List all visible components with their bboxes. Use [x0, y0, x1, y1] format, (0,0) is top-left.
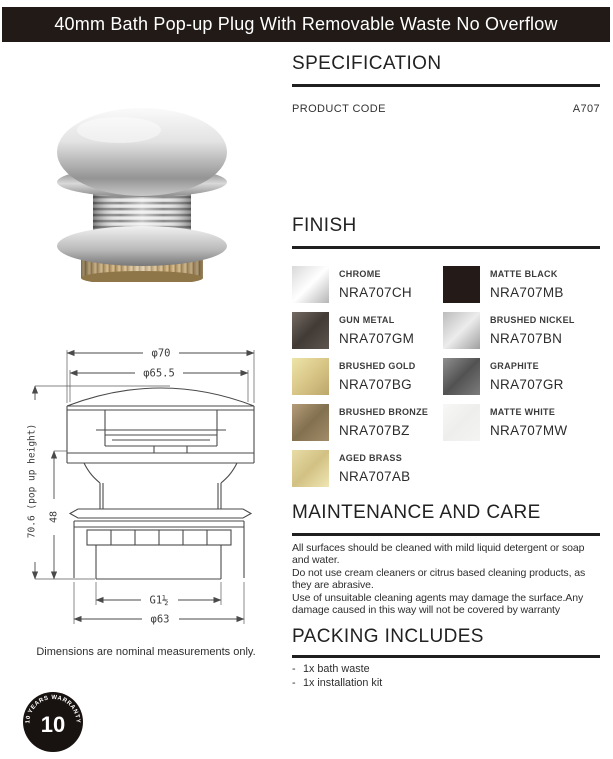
- finish-name: CHROME: [339, 269, 381, 279]
- technical-drawing: [24, 342, 276, 642]
- finish-item: [292, 450, 443, 487]
- page-title: 40mm Bath Pop-up Plug With Removable Waste No Overflow: [54, 14, 558, 34]
- finish-code: NRA707CH: [339, 285, 412, 300]
- finish-swatch: [443, 312, 480, 349]
- finish-item: [443, 312, 594, 349]
- dim-cap-diameter: φ65.5: [143, 367, 175, 380]
- finish-swatch: [443, 358, 480, 395]
- finish-code: NRA707MB: [490, 285, 564, 300]
- packing-item: [292, 676, 600, 690]
- product-photo-svg: [55, 100, 229, 282]
- maintenance-line: Do not use cream cleaners or citrus based cleaning products, as they are abrasive.: [292, 566, 586, 592]
- dash-bullet: -: [292, 677, 296, 689]
- finish-grid: [292, 266, 600, 487]
- spec-heading: SPECIFICATION: [292, 53, 442, 74]
- finish-heading: FINISH: [292, 215, 357, 236]
- dim-body-height: 48: [48, 510, 60, 524]
- finish-item: [443, 404, 594, 441]
- finish-item: [292, 358, 443, 395]
- finish-swatch: [292, 450, 329, 487]
- maintenance-line: Use of unsuitable cleaning agents may damage the surface.Any damage caused in this way will not be covered by warranty: [292, 591, 584, 616]
- maintenance-heading: MAINTENANCE AND CARE: [292, 502, 541, 523]
- finish-name: MATTE BLACK: [490, 269, 558, 279]
- dash-bullet: -: [292, 663, 296, 675]
- finish-code: NRA707GM: [339, 331, 415, 346]
- maintenance-text: [292, 542, 600, 616]
- dim-thread: G1½: [149, 594, 169, 607]
- finish-code: NRA707GR: [490, 377, 564, 392]
- technical-drawing-svg: [24, 342, 276, 642]
- finish-swatch: [443, 266, 480, 303]
- dimension-note: Dimensions are nominal measurements only.: [36, 646, 256, 658]
- packing-item-text: 1x installation kit: [303, 677, 383, 689]
- finish-name: MATTE WHITE: [490, 407, 556, 417]
- finish-rule: [292, 246, 600, 249]
- packing-heading: PACKING INCLUDES: [292, 626, 484, 647]
- finish-code: NRA707BZ: [339, 423, 410, 438]
- finish-name: GRAPHITE: [490, 361, 539, 371]
- finish-swatch: [292, 358, 329, 395]
- finish-code: NRA707BG: [339, 377, 412, 392]
- packing-rule: [292, 655, 600, 658]
- title-bar: [2, 7, 610, 42]
- finish-item: [443, 266, 594, 303]
- finish-item: [292, 404, 443, 441]
- finish-swatch: [292, 312, 329, 349]
- plug-illustration: [57, 108, 227, 282]
- product-code-value: A707: [572, 103, 600, 115]
- dim-popup-height: 70.6 (pop up height): [26, 423, 38, 539]
- warranty-years: 10: [40, 712, 66, 737]
- dim-top-diameter: φ70: [151, 347, 171, 360]
- finish-swatch: [292, 266, 329, 303]
- finish-code: NRA707AB: [339, 469, 411, 484]
- finish-name: GUN METAL: [339, 315, 395, 325]
- product-code-row: [292, 103, 600, 115]
- packing-item-text: 1x bath waste: [303, 663, 370, 675]
- finish-item: [292, 266, 443, 303]
- finish-swatch: [292, 404, 329, 441]
- plug-outline: [67, 388, 254, 579]
- spec-rule: [292, 84, 600, 87]
- dim-base-diameter: φ63: [150, 613, 170, 626]
- finish-swatch: [443, 404, 480, 441]
- product-code-label: PRODUCT CODE: [292, 103, 386, 115]
- finish-code: NRA707BN: [490, 331, 563, 346]
- maintenance-rule: [292, 533, 600, 536]
- finish-code: NRA707MW: [490, 423, 568, 438]
- finish-item: [292, 312, 443, 349]
- finish-item: [443, 358, 594, 395]
- finish-name: AGED BRASS: [339, 453, 403, 463]
- warranty-badge-svg: [22, 691, 84, 753]
- finish-name: BRUSHED NICKEL: [490, 315, 575, 325]
- warranty-arc-text: 10 YEARS WARRANTY: [25, 694, 81, 724]
- finish-name: BRUSHED BRONZE: [339, 407, 429, 417]
- finish-name: BRUSHED GOLD: [339, 361, 416, 371]
- maintenance-line: All surfaces should be cleaned with mild liquid detergent or soap and water.: [292, 542, 585, 567]
- warranty-badge: [22, 691, 84, 753]
- packing-list: [292, 662, 600, 690]
- packing-item: [292, 662, 600, 676]
- product-photo: [55, 100, 229, 282]
